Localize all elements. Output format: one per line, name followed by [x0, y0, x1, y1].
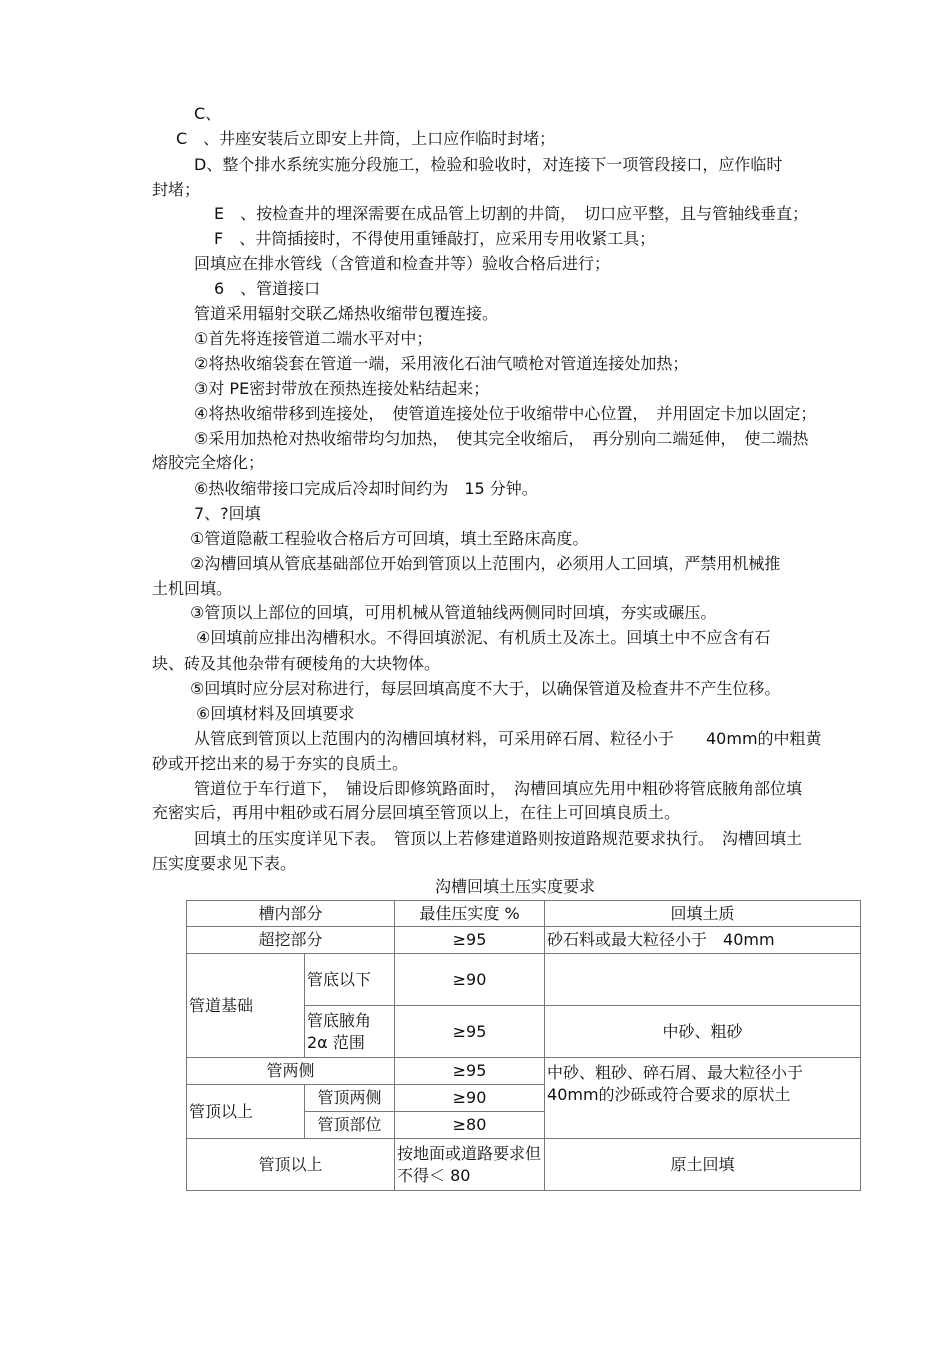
table-header-row [187, 901, 861, 927]
text-line: ②沟槽回填从管底基础部位开始到管顶以上范围内，必须用人工回填，严禁用机械推 [190, 554, 781, 573]
section-heading: 6 、管道接口 [214, 279, 321, 298]
section-heading: 7、?回填 [194, 504, 261, 523]
text-line: ⑥热收缩带接口完成后冷却时间约为 15 分钟。 [194, 479, 538, 498]
cell-part: 超挖部分 [187, 927, 395, 954]
text-line: 回填土的压实度详见下表。 管顶以上若修建道路则按道路规范要求执行。 沟槽回填土 [194, 829, 803, 848]
text-line: C 、井座安装后立即安上井筒，上口应作临时封堵； [176, 129, 556, 148]
header-part: 槽内部分 [187, 901, 395, 927]
text-line: ④回填前应排出沟槽积水。不得回填淤泥、有机质土及冻土。回填土中不应含有石 [196, 628, 771, 647]
text-line: 管道位于车行道下， 铺设后即修筑路面时， 沟槽回填应先用中粗砂将管底腋角部位填 [194, 779, 803, 798]
text-line: ⑤回填时应分层对称进行，每层回填高度不大于，以确保管道及检查井不产生位移。 [190, 679, 781, 698]
cell-compaction: 按地面或道路要求但不得＜ 80 [395, 1139, 545, 1191]
text-line: 封堵； [152, 180, 201, 199]
text-line: 回填应在排水管线（含管道和检查井等）验收合格后进行； [194, 254, 611, 273]
cell-part: 管底以下 [305, 954, 395, 1006]
table-row [187, 1139, 861, 1191]
text-line: 管道采用辐射交联乙烯热收缩带包覆连接。 [194, 304, 499, 323]
cell-compaction: ≥95 [395, 1006, 545, 1058]
table-row [187, 927, 861, 954]
cell-soil: 中砂、粗砂 [545, 1006, 861, 1058]
text-line: 块、砖及其他杂带有硬棱角的大块物体。 [152, 654, 441, 673]
cell-part: 管底腋角 2α 范围 [305, 1006, 395, 1058]
text-line: ②将热收缩袋套在管道一端，采用液化石油气喷枪对管道连接处加热； [194, 354, 689, 373]
cell-group: 管顶以上 [187, 1085, 305, 1139]
text-line: ③对 PE密封带放在预热连接处粘结起来； [194, 379, 490, 398]
text-line: ①首先将连接管道二端水平对中； [194, 329, 433, 348]
cell-soil-empty [545, 954, 861, 1006]
text-line: D、整个排水系统实施分段施工，检验和验收时，对连接下一项管段接口，应作临时 [194, 155, 783, 174]
text-line: E 、按检查井的埋深需要在成品管上切割的井筒， 切口应平整，且与管轴线垂直； [214, 204, 809, 223]
cell-compaction: ≥90 [395, 954, 545, 1006]
header-compaction: 最佳压实度 % [395, 901, 545, 927]
cell-soil: 中砂、粗砂、碎石屑、最大粒径小于 40mm的沙砾或符合要求的原状土 [545, 1058, 861, 1139]
cell-part: 管顶两侧 [305, 1085, 395, 1112]
table-row [187, 954, 861, 1006]
cell-soil: 砂石料或最大粒径小于 40mm [545, 927, 861, 954]
compaction-table [186, 900, 861, 1191]
text-line: 土机回填。 [152, 579, 233, 598]
text-line: ⑥回填材料及回填要求 [196, 704, 355, 723]
table-row [187, 1058, 861, 1085]
cell-compaction: ≥95 [395, 1058, 545, 1085]
header-soil: 回填土质 [545, 901, 861, 927]
text-line: 从管底到管顶以上范围内的沟槽回填材料，可采用碎石屑、粒径小于 40mm的中粗黄 [194, 729, 822, 748]
text-line: F 、井筒插接时，不得使用重锤敲打，应采用专用收紧工具； [214, 229, 656, 248]
text-line: ④将热收缩带移到连接处， 使管道连接处位于收缩带中心位置， 并用固定卡加以固定； [194, 404, 817, 423]
table-caption: 沟槽回填土压实度要求 [434, 877, 595, 896]
text-line: 压实度要求见下表。 [152, 854, 297, 873]
cell-compaction: ≥80 [395, 1112, 545, 1139]
cell-soil: 原土回填 [545, 1139, 861, 1191]
cell-part: 管顶以上 [187, 1139, 395, 1191]
text-line: C、 [194, 104, 222, 123]
cell-part: 管两侧 [187, 1058, 395, 1085]
text-line: 充密实后，再用中粗砂或石屑分层回填至管顶以上，在往上可回填良质土。 [152, 803, 681, 822]
text-line: ①管道隐蔽工程验收合格后方可回填，填土至路床高度。 [190, 529, 589, 548]
text-line: ③管顶以上部位的回填，可用机械从管道轴线两侧同时回填，夯实或碾压。 [190, 603, 717, 622]
text-line: 熔胶完全熔化； [152, 453, 265, 472]
text-line: ⑤采用加热枪对热收缩带均匀加热， 使其完全收缩后， 再分别向二端延伸， 使二端热 [194, 429, 809, 448]
cell-compaction: ≥90 [395, 1085, 545, 1112]
text-line: 砂或开挖出来的易于夯实的良质土。 [152, 754, 409, 773]
cell-group: 管道基础 [187, 954, 305, 1058]
cell-part: 管顶部位 [305, 1112, 395, 1139]
cell-compaction: ≥95 [395, 927, 545, 954]
